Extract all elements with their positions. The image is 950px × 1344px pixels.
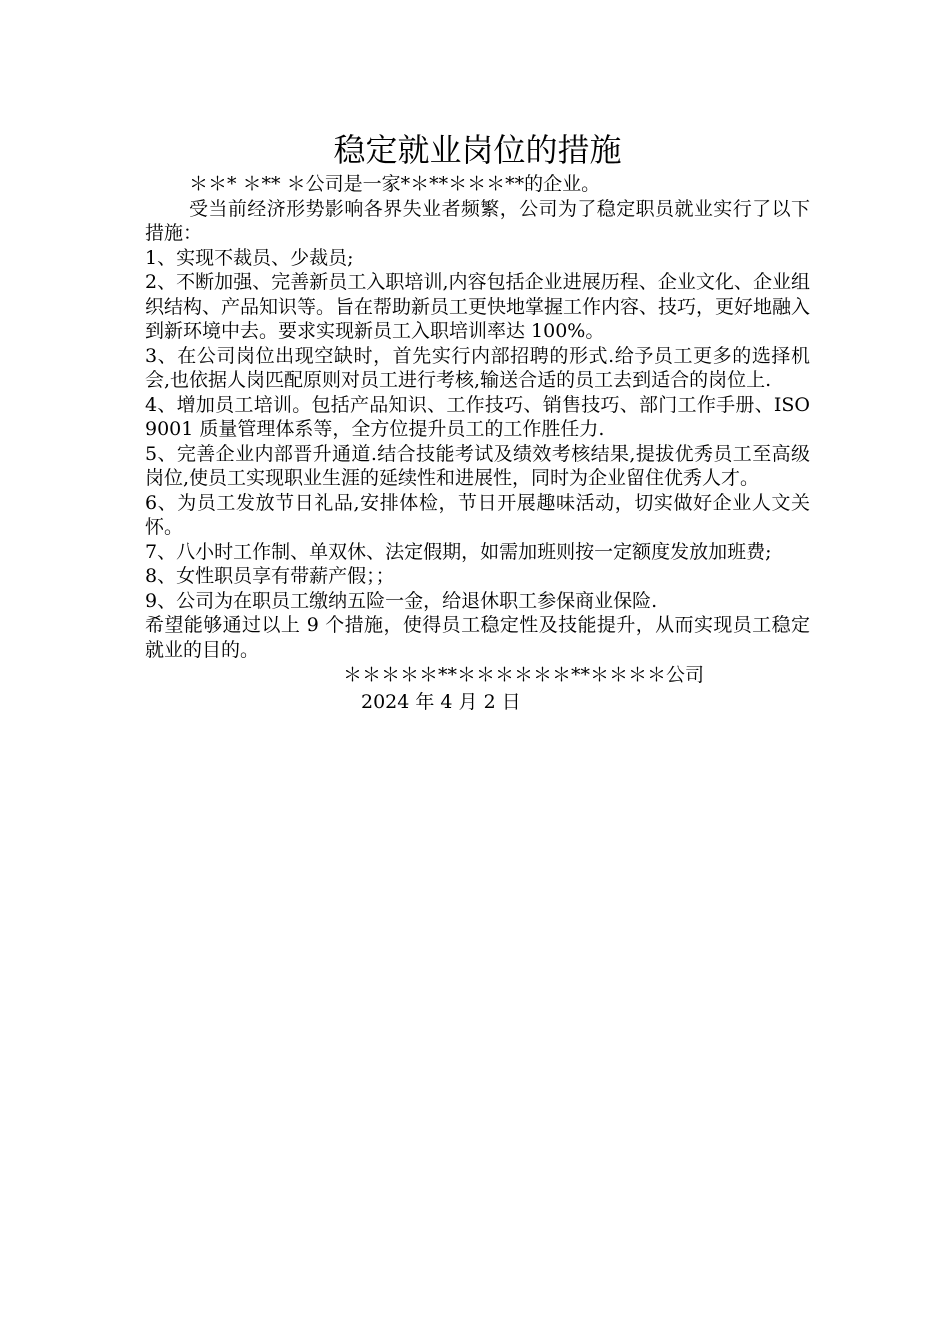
measure-item-5: 5、完善企业内部晋升通道.结合技能考试及绩效考核结果,提拔优秀员工至高级岗位,使员工实现职业生涯的延续性和进展性，同时为企业留住优秀人才。 bbox=[145, 442, 810, 489]
company-signature: ＊＊＊＊＊**＊＊＊＊＊＊**＊＊＊＊公司 bbox=[343, 664, 705, 686]
measure-item-6: 6、为员工发放节日礼品,安排体检，节日开展趣味活动，切实做好企业人文关怀。 bbox=[145, 491, 810, 538]
document-title: 稳定就业岗位的措施 bbox=[333, 131, 622, 169]
measure-item-3: 3、在公司岗位出现空缺时，首先实行内部招聘的形式.给予员工更多的选择机会,也依据人岗匹配原则对员工进行考核,输送合适的员工去到适合的岗位上. bbox=[145, 344, 810, 391]
document-date: 2024 年 4 月 2 日 bbox=[361, 691, 521, 713]
conclusion-paragraph: 希望能够通过以上 9 个措施，使得员工稳定性及技能提升，从而实现员工稳定就业的目的。 bbox=[145, 614, 810, 661]
document-body bbox=[145, 128, 810, 716]
measure-item-7: 7、八小时工作制、单双休、法定假期，如需加班则按一定额度发放加班费; bbox=[145, 540, 772, 563]
measure-item-1: 1、实现不裁员、少裁员; bbox=[145, 246, 354, 269]
measure-item-8: 8、女性职员享有带薪产假；； bbox=[145, 565, 395, 587]
measure-item-4: 4、增加员工培训。包括产品知识、工作技巧、销售技巧、部门工作手册、ISO9001 质量管理体系等，全方位提升员工的工作胜任力. bbox=[145, 393, 810, 440]
intro-company-line: ＊＊* ＊** ＊公司是一家*＊**＊＊＊**的企业。 bbox=[189, 173, 601, 195]
measure-item-9: 9、公司为在职员工缴纳五险一金，给退休职工参保商业保险. bbox=[145, 589, 658, 612]
intro-paragraph: 受当前经济形势影响各界失业者频繁，公司为了稳定职员就业实行了以下措施： bbox=[145, 197, 810, 244]
measure-item-2: 2、不断加强、完善新员工入职培训,内容包括企业进展历程、企业文化、企业组织结构、产品知识等。旨在帮助新员工更快地掌握工作内容、技巧，更好地融入到新环境中去。要求实现新员工入职培训率达 100%。 bbox=[145, 271, 811, 342]
